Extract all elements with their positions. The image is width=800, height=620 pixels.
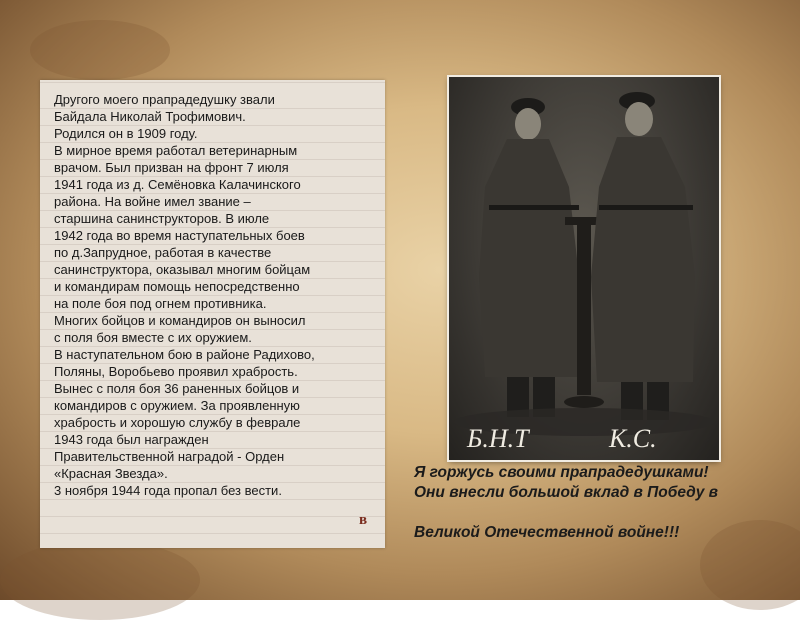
biography-line: В наступательном бою в районе Радихово,	[54, 347, 315, 362]
biography-line: Правительственной наградой - Орден	[54, 449, 285, 464]
caption-line-3: Великой Отечественной войне!!!	[414, 524, 680, 541]
signature-right: К.С.	[609, 424, 657, 453]
biography-line: «Красная Звезда».	[54, 466, 168, 481]
biography-line: Другого моего прапрадедушку звали	[54, 92, 275, 107]
caption	[414, 463, 800, 543]
biography-line: с поля боя вместе с их оружием.	[54, 330, 252, 345]
biography-line: Родился он в 1909 году.	[54, 126, 198, 141]
biography-line: по д.Запрудное, работая в качестве	[54, 245, 272, 260]
historical-photo	[449, 77, 719, 460]
biography-line: 1942 года во время наступательных боев	[54, 228, 305, 243]
biography-line: 1941 года из д. Семёновка Калачинского	[54, 177, 301, 192]
biography-line: врачом. Был призван на фронт 7 июля	[54, 160, 289, 175]
background-stain	[0, 540, 200, 620]
soldier-right	[591, 92, 695, 420]
biography-line: Поляны, Воробьево проявил храбрость.	[54, 364, 298, 379]
biography-line: 1943 года был награжден	[54, 432, 209, 447]
biography-line: храбрость и хорошую службу в феврале	[54, 415, 301, 430]
biography-line: санинструктора, оказывал многим бойцам	[54, 262, 311, 277]
biography-line: и командирам помощь непосредственно	[54, 279, 300, 294]
page-marker: в	[359, 512, 368, 528]
biography-line: командиров с оружием. За проявленную	[54, 398, 300, 413]
biography-line: Вынес с поля боя 36 раненных бойцов и	[54, 381, 300, 396]
soldier-left	[479, 98, 579, 417]
caption-line-1: Я горжусь своими прапрадедушками!	[414, 464, 709, 481]
biography-text	[54, 91, 379, 499]
photo-illustration	[449, 77, 719, 460]
biography-line: 3 ноября 1944 года пропал без вести.	[54, 483, 282, 498]
caption-gap	[414, 503, 800, 523]
biography-line: Многих бойцов и командиров он выносил	[54, 313, 306, 328]
biography-line: В мирное время работал ветеринарным	[54, 143, 298, 158]
biography-line: района. На войне имел звание –	[54, 194, 251, 209]
biography-line: на поле боя под огнем противника.	[54, 296, 267, 311]
caption-line-2: Они внесли большой вклад в Победу в	[414, 484, 719, 501]
biography-line: старшина санинструкторов. В июле	[54, 211, 270, 226]
biography-line: Байдала Николай Трофимович.	[54, 109, 246, 124]
signature-left: Б.Н.Т	[467, 424, 529, 453]
background-stain	[30, 20, 170, 80]
